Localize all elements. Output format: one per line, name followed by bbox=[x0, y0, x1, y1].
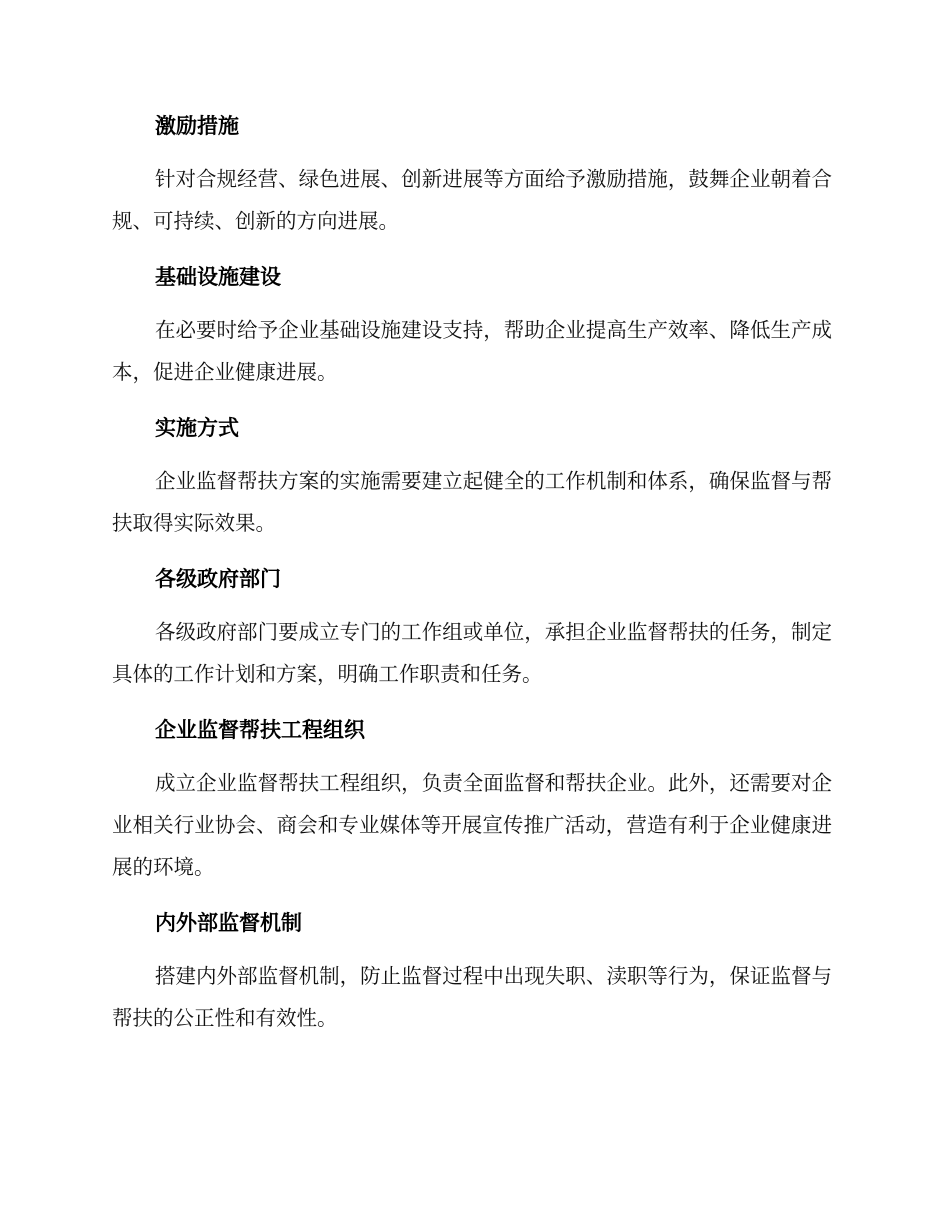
section-implementation bbox=[112, 412, 832, 544]
section-paragraph: 搭建内外部监督机制，防止监督过程中出现失职、渎职等行为，保证监督与帮扶的公正性和有效性。 bbox=[112, 964, 832, 1030]
section-paragraph: 企业监督帮扶方案的实施需要建立起健全的工作机制和体系，确保监督与帮扶取得实际效果。 bbox=[112, 469, 832, 535]
section-paragraph: 针对合规经营、绿色进展、创新进展等方面给予激励措施，鼓舞企业朝着合规、可持续、创新的方向进展。 bbox=[112, 167, 832, 233]
section-supervision-mechanism bbox=[112, 907, 832, 1039]
section-heading: 实施方式 bbox=[155, 416, 239, 440]
document-page bbox=[112, 110, 832, 1058]
section-incentives bbox=[112, 110, 832, 242]
section-government bbox=[112, 563, 832, 695]
section-heading: 内外部监督机制 bbox=[155, 911, 302, 935]
section-heading: 基础设施建设 bbox=[155, 265, 281, 289]
section-infrastructure bbox=[112, 261, 832, 393]
section-project-organization bbox=[112, 714, 832, 888]
section-paragraph: 各级政府部门要成立专门的工作组或单位，承担企业监督帮扶的任务，制定具体的工作计划和方案，明确工作职责和任务。 bbox=[112, 620, 832, 686]
section-paragraph: 成立企业监督帮扶工程组织，负责全面监督和帮扶企业。此外，还需要对企业相关行业协会、商会和专业媒体等开展宣传推广活动，营造有利于企业健康进展的环境。 bbox=[112, 771, 832, 879]
section-heading: 各级政府部门 bbox=[155, 567, 281, 591]
section-heading: 企业监督帮扶工程组织 bbox=[155, 718, 365, 742]
section-heading: 激励措施 bbox=[155, 114, 239, 138]
section-paragraph: 在必要时给予企业基础设施建设支持，帮助企业提高生产效率、降低生产成本，促进企业健康进展。 bbox=[112, 318, 832, 384]
